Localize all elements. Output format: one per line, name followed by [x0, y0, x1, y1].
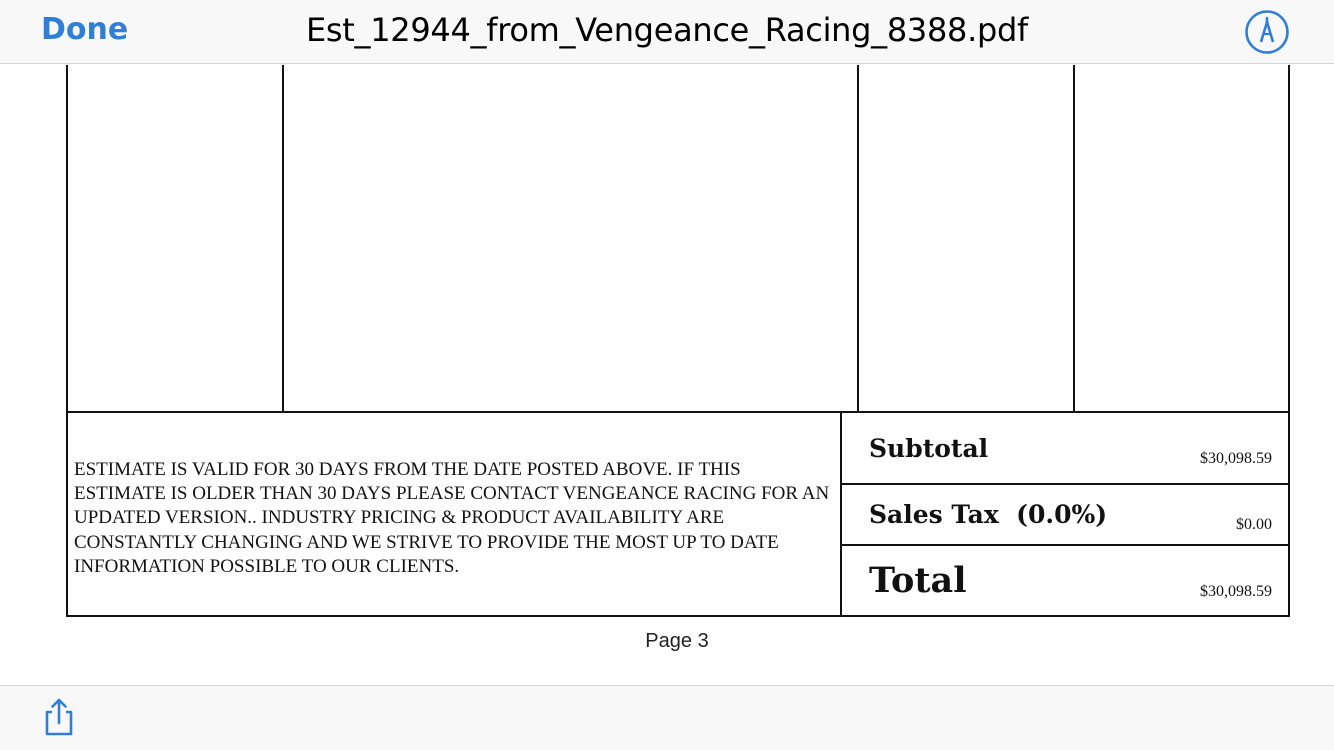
footer-border-left: [66, 411, 68, 617]
estimate-disclaimer: ESTIMATE IS VALID FOR 30 DAYS FROM THE DATE POSTED ABOVE. IF THIS ESTIMATE IS OLDER THAN 30 DAYS PLEASE CONTACT VENGEANCE RACING FOR AN UPDATED VERSION.. INDUSTRY PRICING & PRODUCT AVAILABILITY ARE CONSTANTLY CHANGING AND WE STRIVE TO PROVIDE THE MOST UP TO DATE INFORMATION POSSIBLE TO OUR CLIENTS.: [74, 459, 830, 577]
table-border-left: [66, 65, 68, 412]
share-button[interactable]: [40, 696, 78, 738]
subtotal-label: Subtotal: [869, 434, 989, 463]
footer-border-bottom: [66, 615, 1290, 617]
table-column-divider: [282, 65, 284, 412]
totals-row-divider: [840, 544, 1290, 546]
total-label: Total: [869, 560, 967, 601]
top-toolbar: [0, 0, 1334, 64]
done-button[interactable]: Done: [41, 12, 129, 47]
pdf-page-viewer[interactable]: [0, 65, 1334, 685]
document-title: Est_12944_from_Vengeance_Racing_8388.pdf: [306, 11, 1028, 49]
totals-row-divider: [840, 483, 1290, 485]
footer-divider: [840, 411, 842, 617]
table-border-right: [1288, 65, 1290, 412]
table-column-divider: [857, 65, 859, 412]
markup-pen-icon: [1244, 9, 1290, 55]
total-value: $30,098.59: [1200, 583, 1272, 600]
footer-border-right: [1288, 411, 1290, 617]
footer-border-top: [66, 411, 1290, 413]
page-number: Page 3: [645, 630, 709, 652]
subtotal-value: $30,098.59: [1200, 450, 1272, 467]
bottom-toolbar: [0, 685, 1334, 750]
table-column-divider: [1073, 65, 1075, 412]
sales-tax-label: Sales Tax (0.0%): [869, 500, 1108, 529]
markup-button[interactable]: [1244, 9, 1290, 55]
sales-tax-value: $0.00: [1236, 516, 1272, 533]
share-icon: [40, 696, 78, 738]
